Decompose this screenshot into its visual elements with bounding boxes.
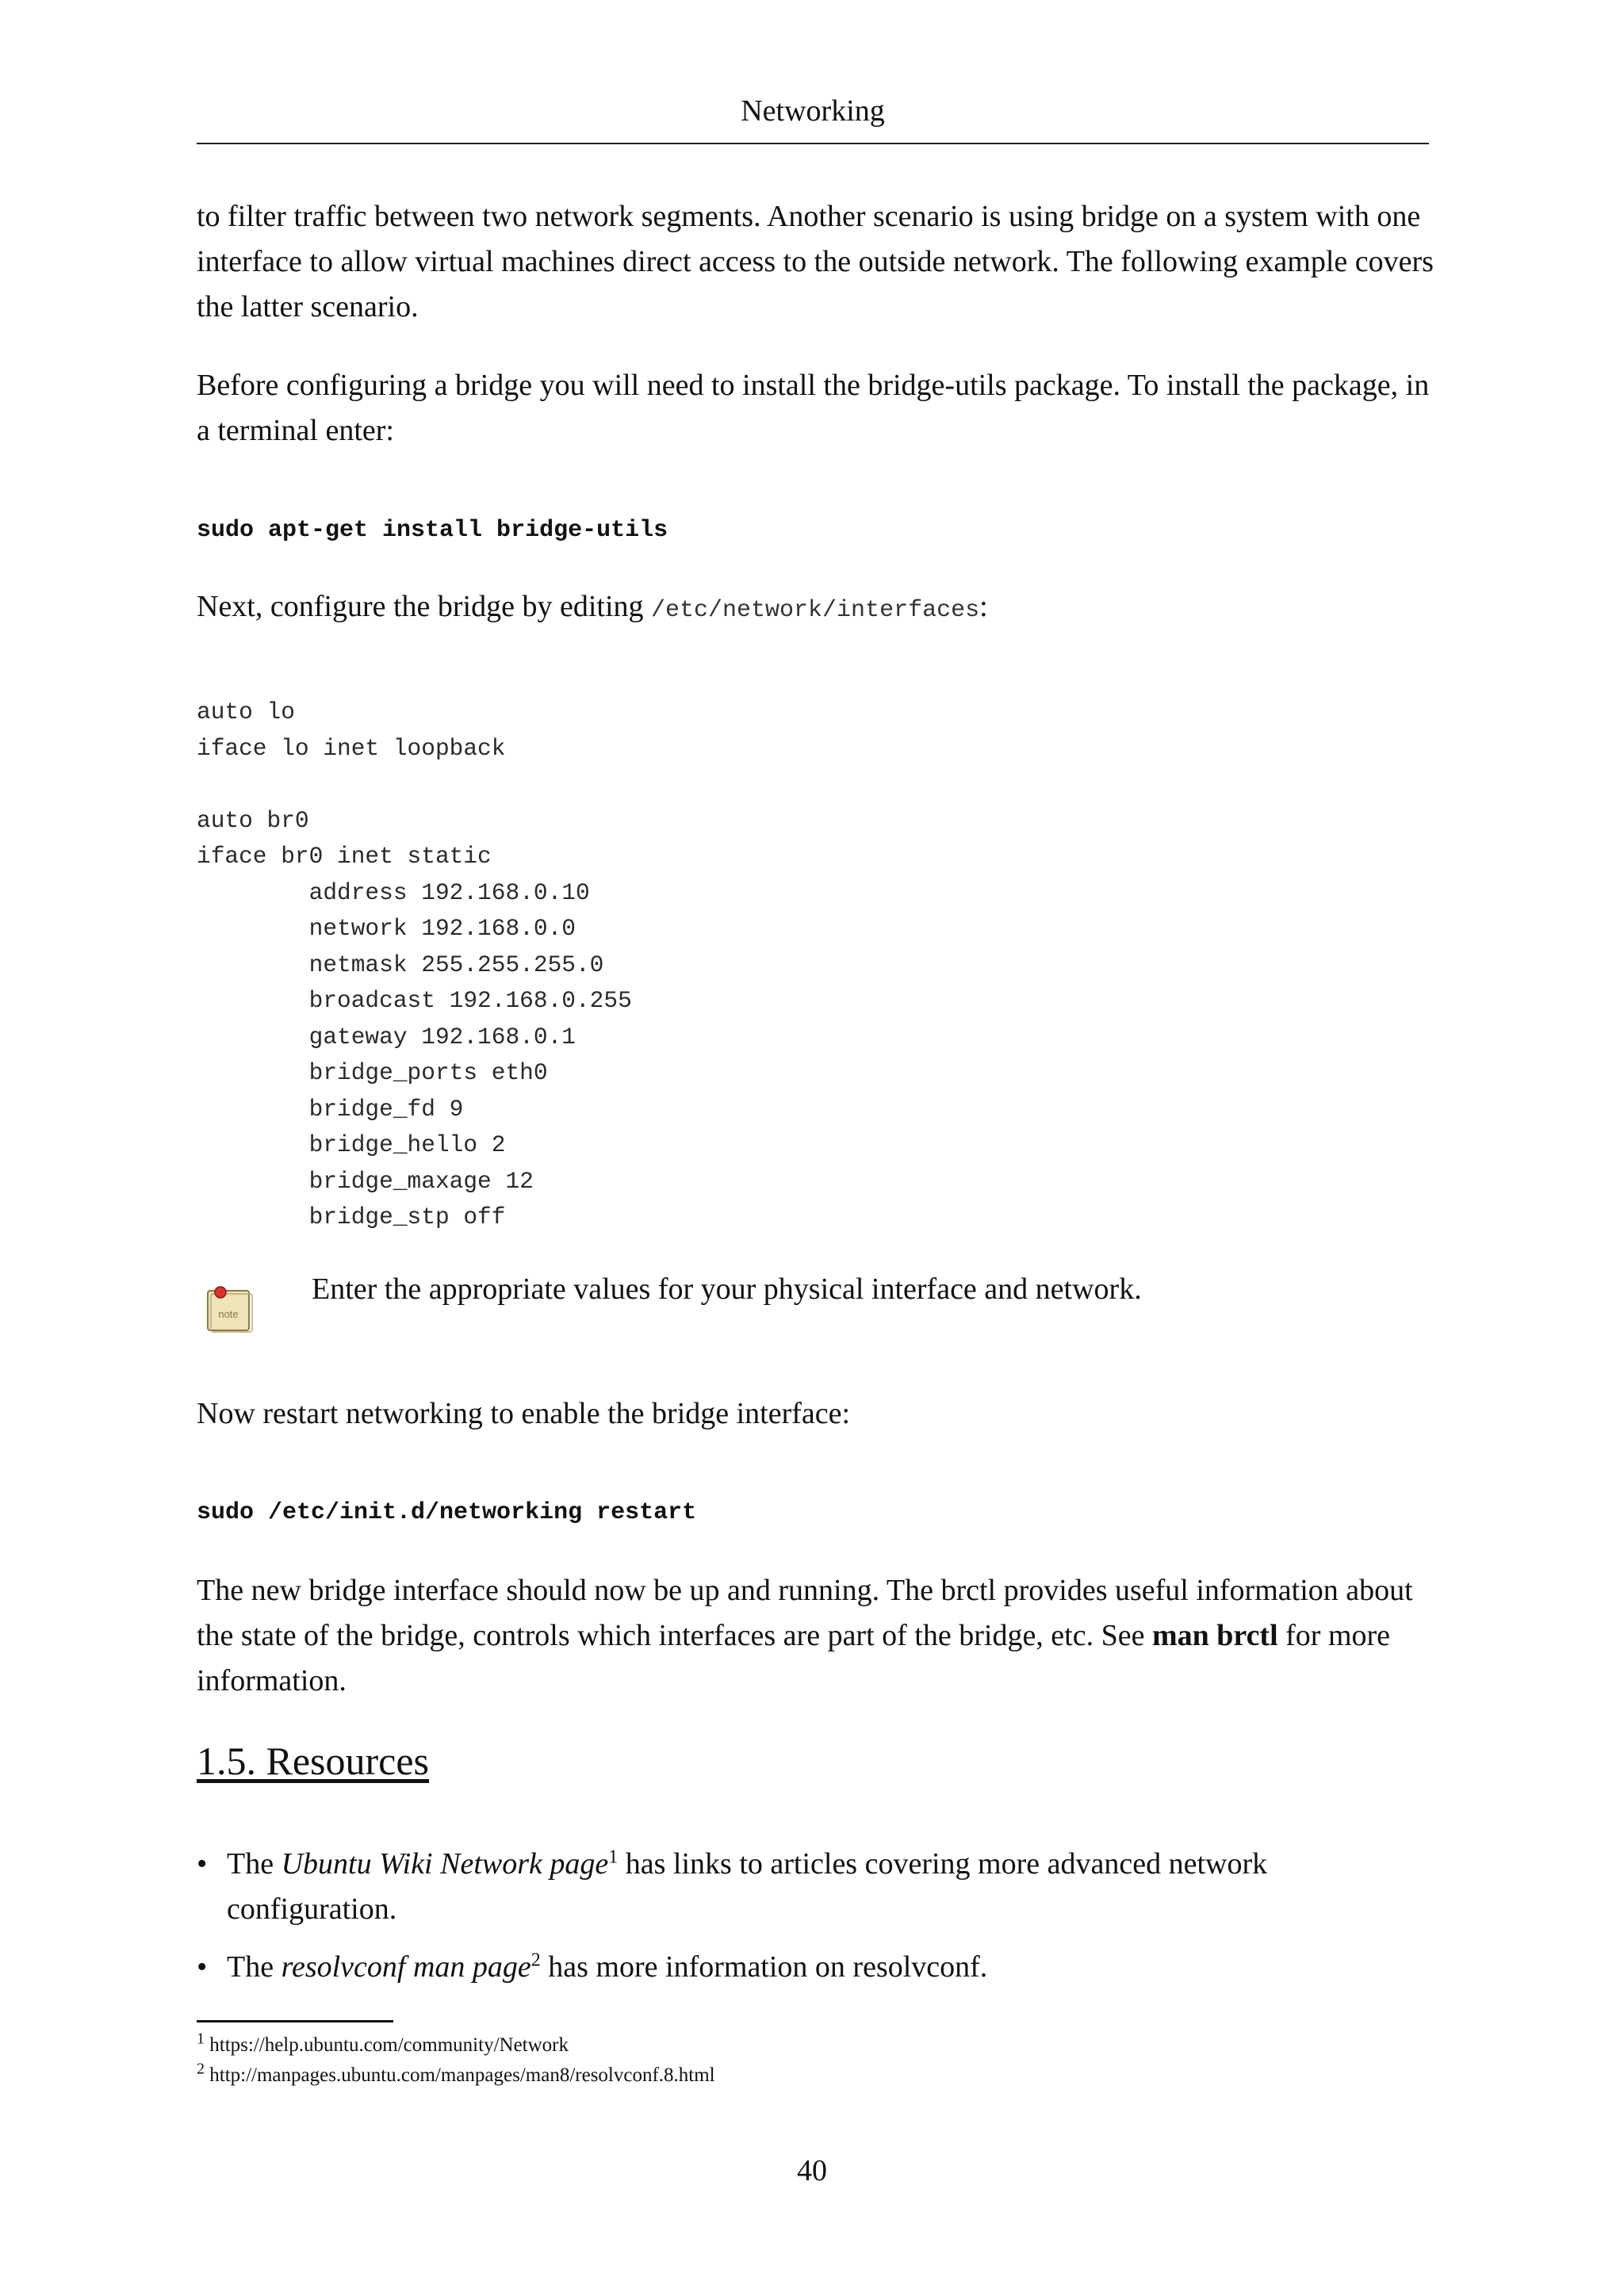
config-line: bridge_fd 9 <box>197 1095 464 1123</box>
footnote-2 <box>197 2061 715 2090</box>
intro-paragraph-1: to filter traffic between two network segments. Another scenario is using bridge on a system with one interface to allow virtual machines direct access to the outside network. The following example covers the latter scenario. <box>197 200 1434 323</box>
resource-link[interactable]: Ubuntu Wiki Network page <box>281 1847 609 1881</box>
footnote-ref-2: 2 <box>197 2060 205 2078</box>
header-rule <box>197 143 1429 144</box>
resource-item: • The resolvconf man page$^2$ has more information on resolvconf. <box>197 1945 1434 1990</box>
config-line: bridge_maxage 12 <box>197 1167 534 1195</box>
resources-list-items <box>197 1842 1434 1990</box>
config-code-block <box>197 695 1434 1236</box>
config-line: iface lo inet loopback <box>197 734 506 762</box>
bullet: • <box>197 1950 208 1984</box>
config-line: bridge_hello 2 <box>197 1131 506 1158</box>
config-code <box>197 695 1434 1236</box>
running-header: Networking <box>741 94 885 128</box>
footnote-ref-1: 1 <box>197 2030 205 2048</box>
configure-paragraph <box>197 584 1434 633</box>
config-line: iface br0 inet static <box>197 843 492 870</box>
configure-suffix: : <box>979 590 988 623</box>
config-line: bridge_stp off <box>197 1203 506 1230</box>
config-file-path: /etc/network/interfaces <box>651 597 980 624</box>
note-text: Enter the appropriate values for your physical interface and network. <box>312 1272 1142 1306</box>
config-line: bridge_ports eth0 <box>197 1059 548 1086</box>
svg-text:note: note <box>218 1308 239 1320</box>
page-number: 40 <box>797 2154 827 2187</box>
config-line: broadcast 192.168.0.255 <box>197 987 632 1014</box>
resources-list <box>197 1842 1434 2003</box>
footnote-url-1[interactable]: https://help.ubuntu.com/community/Network <box>209 2034 569 2056</box>
brctl-paragraph: The new bridge interface should now be up and running. The brctl provides useful information about the state of the bridge, controls which interfaces are part of the bridge, etc. See man brctl for more information. <box>197 1574 1413 1697</box>
footnote-rule <box>197 2020 393 2022</box>
bullet: • <box>197 1847 208 1881</box>
config-line: network 192.168.0.0 <box>197 915 576 942</box>
restart-command: sudo /etc/init.d/networking restart <box>197 1499 697 1526</box>
config-line: auto br0 <box>197 806 309 834</box>
config-line: gateway 192.168.0.1 <box>197 1023 576 1050</box>
config-line: auto lo <box>197 698 295 725</box>
footnote-url-2[interactable]: http://manpages.ubuntu.com/manpages/man8/resolvconf.8.html <box>209 2064 715 2086</box>
resource-link[interactable]: resolvconf man page <box>281 1950 531 1984</box>
footnote-1 <box>197 2031 569 2060</box>
note-icon <box>205 1283 254 1335</box>
config-line: netmask 255.255.255.0 <box>197 951 604 978</box>
section-heading-resources: 1.5. Resources <box>197 1739 429 1783</box>
config-line: address 192.168.0.10 <box>197 878 590 906</box>
footnote-marker[interactable]: 1 <box>608 1846 619 1868</box>
restart-paragraph: Now restart networking to enable the bridge interface: <box>197 1397 851 1430</box>
resource-item: • The Ubuntu Wiki Network page$^1$ has links to articles covering more advanced network configuration. <box>197 1842 1434 1932</box>
footnote-marker[interactable]: 2 <box>530 1950 541 1971</box>
install-command: sudo apt-get install bridge-utils <box>197 517 668 544</box>
configure-prefix: Next, configure the bridge by editing <box>197 590 652 623</box>
man-brctl-command: man brctl <box>1151 1619 1278 1652</box>
intro-paragraph-2: Before configuring a bridge you will need to install the bridge-utils package. To install the package, in a terminal enter: <box>197 369 1430 447</box>
